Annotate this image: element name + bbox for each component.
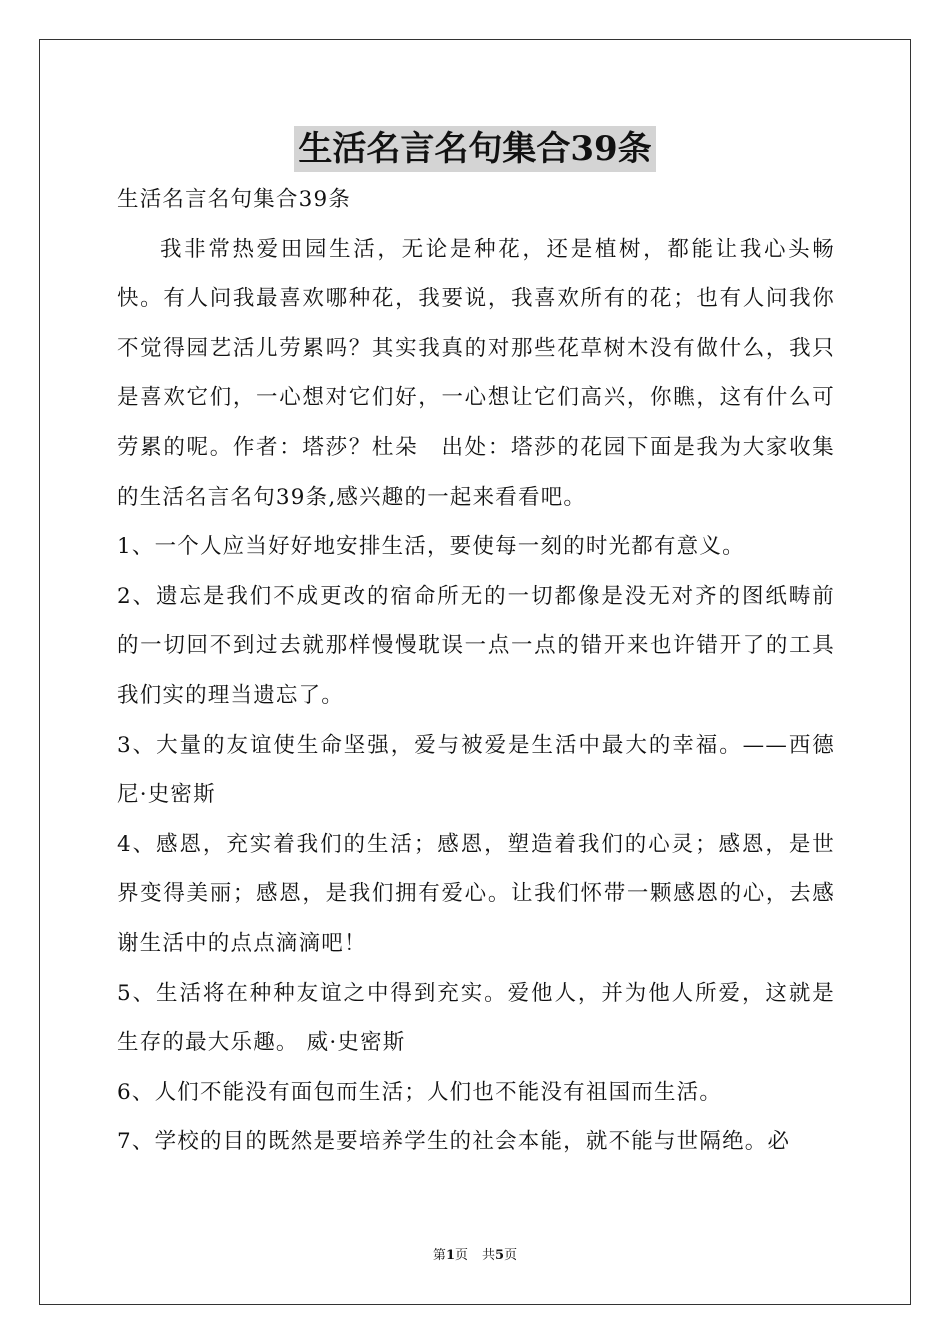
intro-paragraph: 我非常热爱田园生活，无论是种花，还是植树，都能让我心头畅快。有人问我最喜欢哪种花，我要说，我喜欢所有的花；也有人问我你不觉得园艺活儿劳累吗？其实我真的对那些花草树木没有做什么，我只是喜欢它们，一心想对它们好，一心想让它们高兴，你瞧，这有什么可劳累的呢。作者：塔莎？杜朵 出处：塔莎的花园下面是我为大家收集的生活名言名句39条,感兴趣的一起来看看吧。	[117, 236, 835, 510]
quote-item-7: 7、学校的目的既然是要培养学生的社会本能，就不能与世隔绝。必	[117, 1129, 791, 1155]
document-title: 生活名言名句集合39条	[294, 126, 655, 172]
quote-item-2: 2、遗忘是我们不成更改的宿命所无的一切都像是没无对齐的图纸畴前的一切回不到过去就那样慢慢耽误一点一点的错开来也许错开了的工具我们实的理当遗忘了。	[117, 583, 835, 708]
quote-item-6: 6、人们不能没有面包而生活；人们也不能没有祖国而生活。	[117, 1079, 723, 1105]
page-number: 1	[445, 1248, 455, 1263]
quote-item-4: 4、感恩，充实着我们的生活；感恩，塑造着我们的心灵；感恩，是世界变得美丽；感恩，是我们拥有爱心。让我们怀带一颗感恩的心，去感谢生活中的点点滴滴吧！	[117, 831, 835, 956]
page-prefix: 第	[432, 1248, 446, 1263]
document-body	[117, 175, 835, 1167]
quote-item-3: 3、大量的友谊使生命坚强，爱与被爱是生活中最大的幸福。——西德尼·史密斯	[117, 732, 835, 808]
total-prefix: 共	[482, 1248, 496, 1263]
quote-item-5: 5、生活将在种种友谊之中得到充实。爱他人，并为他人所爱，这就是生存的最大乐趣。 威·史密斯	[117, 980, 835, 1056]
total-pages: 5	[495, 1248, 505, 1263]
title-container	[0, 126, 950, 172]
total-suffix: 页	[504, 1248, 518, 1263]
page-suffix: 页	[454, 1248, 468, 1263]
page-footer	[0, 1246, 950, 1266]
document-subtitle: 生活名言名句集合39条	[117, 187, 352, 212]
quote-item-1: 1、一个人应当好好地安排生活，要使每一刻的时光都有意义。	[117, 534, 745, 560]
